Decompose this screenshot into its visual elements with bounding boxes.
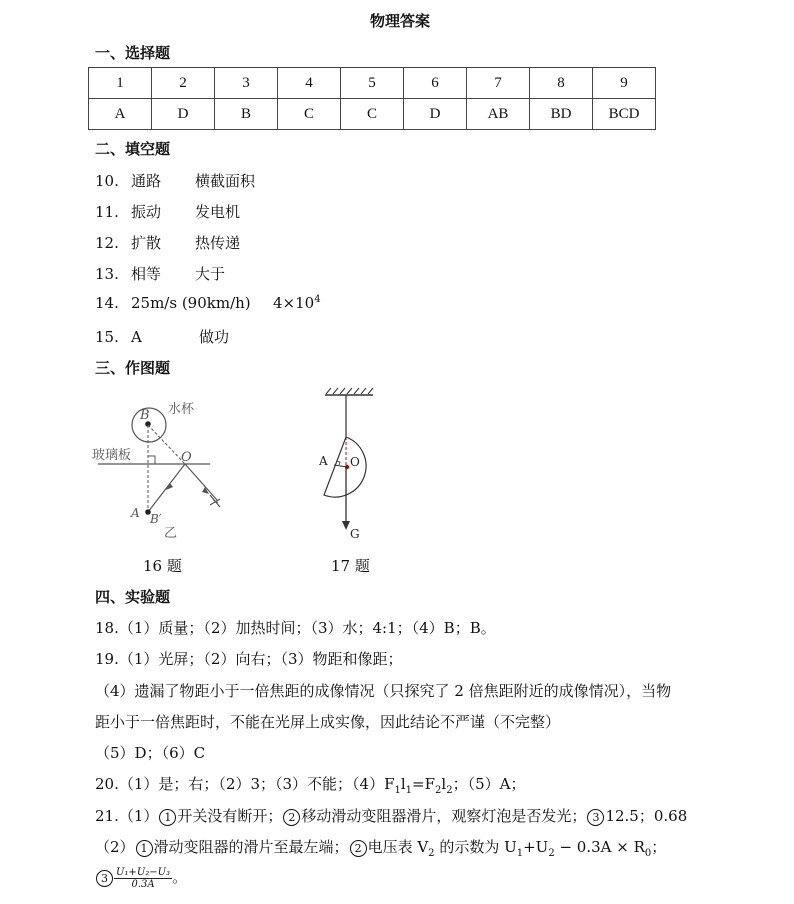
- circled-number: 1: [136, 840, 153, 857]
- answer-b: 热传递: [195, 234, 241, 252]
- fraction-denominator: 0.3A: [131, 878, 155, 890]
- step-text: 电压表 V: [367, 838, 429, 856]
- fill-item-12: [95, 232, 240, 253]
- answer-20-pre: 20.（1）是；右；（2）3；（3）不能；（4）F: [95, 775, 395, 793]
- table-cell: 3: [215, 68, 278, 99]
- table-cell: D: [152, 99, 215, 130]
- circled-number: 2: [350, 840, 367, 857]
- table-row: [89, 99, 656, 130]
- answer-20: 20.（1）是；右；（2）3；（3）不能；$(4)F_1l_1=F_2l_2$；（5）A；: [95, 775, 526, 796]
- figure-16-caption: 16 题: [143, 557, 182, 575]
- answer-19-line3: 距小于一倍焦距时，不能在光屏上成实像，因此结论不严谨（不完整）: [95, 713, 561, 731]
- table-cell: AB: [467, 99, 530, 130]
- label-b-prime: B′: [150, 512, 162, 526]
- table-cell: 7: [467, 68, 530, 99]
- section-heading-experiment: 四、实验题: [95, 588, 171, 606]
- answer-18: 18.（1）质量；（2）加热时间；（3）水；4:1；（4）B；B。: [95, 619, 496, 637]
- answer-b: 4×10: [273, 294, 315, 312]
- table-cell: 9: [593, 68, 656, 99]
- answer-19-line2: （4）遗漏了物距小于一倍焦距的成像情况（只探究了 2 倍焦距附近的成像情况），当物: [95, 682, 672, 700]
- fill-item-15: [95, 326, 229, 347]
- answer-a: A: [131, 328, 142, 346]
- circled-number: 2: [283, 809, 300, 826]
- answer-19-line4: （5）D；（6）C: [95, 744, 206, 762]
- table-cell: BCD: [593, 99, 656, 130]
- label-yi: 乙: [164, 526, 178, 541]
- answer-a: 相等: [131, 265, 162, 283]
- item-number: 11.: [95, 203, 119, 221]
- table-cell: 6: [404, 68, 467, 99]
- item-number: 14.: [95, 294, 119, 312]
- fill-item-11: [95, 201, 240, 222]
- step-text: 的示数为 U: [434, 838, 517, 856]
- fill-item-14: [95, 294, 321, 312]
- answer-b: 大于: [195, 265, 226, 283]
- label-glass: 玻璃板: [92, 448, 132, 463]
- table-cell: 8: [530, 68, 593, 99]
- label-a: A: [131, 506, 140, 520]
- page-title: 物理答案: [370, 12, 431, 30]
- answer-a: 通路: [131, 172, 162, 190]
- figure-17: [310, 385, 390, 545]
- fraction: [114, 867, 172, 890]
- right-angle-mark-17: [337, 461, 340, 465]
- label-cup: 水杯: [168, 402, 195, 417]
- period: 。: [172, 868, 188, 886]
- answer-21-line1: [95, 805, 687, 826]
- label-o: O: [181, 450, 192, 465]
- table-cell: C: [341, 99, 404, 130]
- answer-21-line3: [95, 866, 187, 890]
- table-cell: D: [404, 99, 467, 130]
- label-o-17: O: [350, 455, 360, 469]
- answer-b: 横截面积: [195, 172, 256, 190]
- answer-b: 做功: [199, 328, 230, 346]
- gravity-arrowhead: [342, 521, 350, 530]
- item-number: 12.: [95, 234, 119, 252]
- section-heading-choice: 一、选择题: [95, 44, 171, 62]
- table-cell: 2: [152, 68, 215, 99]
- answer-a: 扩散: [131, 234, 162, 252]
- table-cell: 1: [89, 68, 152, 99]
- figure-16: [92, 395, 242, 545]
- table-cell: 4: [278, 68, 341, 99]
- right-angle-mark: [148, 456, 155, 464]
- item-number: 15.: [95, 328, 119, 346]
- item-prefix: 21.（1）: [95, 807, 159, 825]
- item-prefix: （2）: [95, 838, 135, 856]
- table-cell: C: [278, 99, 341, 130]
- dashed-to-o: [148, 425, 185, 464]
- step-text: 开关没有断开；: [177, 807, 283, 825]
- circled-number: 1: [159, 809, 176, 826]
- label-b: B: [140, 408, 150, 423]
- circled-number: 3: [96, 870, 113, 887]
- table-row: [89, 68, 656, 99]
- section-heading-fill: 二、填空题: [95, 140, 171, 158]
- eye-icon: [210, 495, 220, 507]
- answer-21-line2: （2） 1 滑动变阻器的滑片至最左端； 2 电压表 $V_2$ 的示数为 $U_1+U_2 - 0.3A \times R_0$；: [95, 838, 667, 859]
- exponent: 4: [314, 294, 321, 305]
- section-heading-drawing: 三、作图题: [95, 359, 171, 377]
- table-cell: 5: [341, 68, 404, 99]
- incident-ray: [148, 464, 185, 512]
- label-a-17: A: [319, 454, 328, 468]
- label-g-17: G: [350, 527, 360, 541]
- reflected-ray: [185, 464, 217, 500]
- answer-a: 振动: [131, 203, 162, 221]
- item-number: 10.: [95, 172, 119, 190]
- table-cell: A: [89, 99, 152, 130]
- figure-17-caption: 17 题: [331, 557, 370, 575]
- step-text: 12.5；0.68: [605, 807, 688, 825]
- table-cell: B: [215, 99, 278, 130]
- answer-20-post: ；（5）A；: [452, 775, 526, 793]
- step-text: ；: [651, 838, 667, 856]
- step-text: 滑动变阻器的滑片至最左端；: [153, 838, 349, 856]
- choice-answer-table: [88, 67, 656, 130]
- ceiling-hatch: [326, 388, 373, 394]
- fraction-numerator: U₁+U₂−U₃: [116, 866, 171, 878]
- fill-item-13: [95, 263, 225, 284]
- step-text: +U: [523, 838, 549, 856]
- step-text: 移动滑动变阻器滑片，观察灯泡是否发光；: [301, 807, 587, 825]
- item-number: 13.: [95, 265, 119, 283]
- table-cell: BD: [530, 99, 593, 130]
- fill-item-10: [95, 170, 255, 191]
- answer-19-line1: 19.（1）光屏；（2）向右；（3）物距和像距；: [95, 650, 403, 668]
- answer-a: 25m/s (90km/h): [131, 294, 251, 312]
- answer-b: 发电机: [195, 203, 241, 221]
- subscript: 2: [428, 848, 435, 859]
- circled-number: 3: [587, 809, 604, 826]
- step-text: − 0.3A × R: [554, 838, 645, 856]
